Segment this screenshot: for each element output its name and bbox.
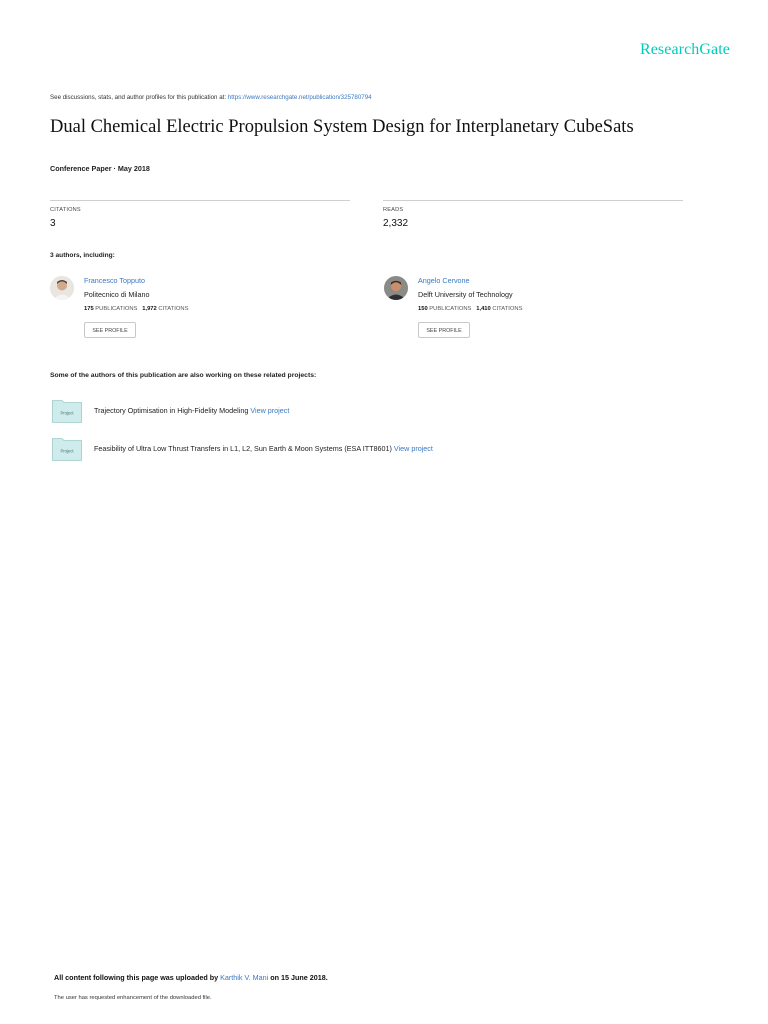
- upload-suffix: on 15 June 2018.: [270, 973, 328, 982]
- view-project-link[interactable]: View project: [250, 406, 290, 415]
- view-project-link[interactable]: View project: [393, 444, 433, 453]
- project-item: [94, 444, 433, 453]
- divider: [50, 200, 350, 201]
- researchgate-logo[interactable]: ResearchGate: [639, 41, 730, 58]
- project-title: Feasibility of Ultra Low Thrust Transfers in L1, L2, Sun Earth & Moon Systems (ESA ITT8601): [94, 444, 392, 453]
- project-item: [94, 406, 289, 415]
- paper-meta: Conference Paper · May 2018: [50, 164, 150, 173]
- publications-label: PUBLICATIONS: [429, 306, 472, 312]
- author-name-link[interactable]: Angelo Cervone: [418, 276, 470, 285]
- project-icon-label: Project: [60, 448, 74, 454]
- citations-value: 3: [50, 218, 56, 229]
- enhancement-note: The user has requested enhancement of the downloaded file.: [54, 995, 212, 1001]
- publication-url-link[interactable]: https://www.researchgate.net/publication/325780794: [227, 94, 372, 101]
- publications-count: 175: [84, 306, 94, 312]
- upload-notice: [54, 973, 328, 982]
- author-affiliation: Delft University of Technology: [418, 290, 513, 299]
- author-affiliation: Politecnico di Milano: [84, 290, 150, 299]
- avatar[interactable]: [50, 276, 74, 300]
- project-icon-label: Project: [60, 410, 74, 416]
- project-folder-icon: [52, 437, 82, 461]
- discussion-prefix: See discussions, stats, and author profiles for this publication at:: [50, 94, 227, 101]
- paper-title: Dual Chemical Electric Propulsion System Design for Interplanetary CubeSats: [50, 117, 634, 137]
- divider: [383, 200, 683, 201]
- projects-heading: Some of the authors of this publication are also working on these related projects:: [50, 372, 317, 379]
- uploader-link[interactable]: Karthik V. Mani: [220, 973, 269, 982]
- upload-prefix: All content following this page was uploaded by: [54, 973, 219, 982]
- publications-count: 150: [418, 306, 428, 312]
- discussion-line: [50, 94, 372, 101]
- citations-label: CITATIONS: [492, 306, 523, 312]
- citations-label: CITATIONS: [50, 207, 81, 213]
- author-name-link[interactable]: Francesco Topputo: [84, 276, 145, 285]
- reads-label: READS: [383, 207, 404, 213]
- see-profile-button[interactable]: SEE PROFILE: [418, 322, 470, 338]
- author-stats: [84, 306, 188, 312]
- reads-value: 2,332: [383, 218, 409, 229]
- avatar[interactable]: [384, 276, 408, 300]
- project-title: Trajectory Optimisation in High-Fidelity Modeling: [94, 406, 249, 415]
- authors-heading: 3 authors, including:: [50, 252, 115, 259]
- citations-label: CITATIONS: [158, 306, 189, 312]
- see-profile-button[interactable]: SEE PROFILE: [84, 322, 136, 338]
- citations-count: 1,972: [142, 306, 157, 312]
- project-folder-icon: [52, 399, 82, 423]
- author-stats: [418, 306, 522, 312]
- publications-label: PUBLICATIONS: [95, 306, 138, 312]
- citations-count: 1,410: [476, 306, 491, 312]
